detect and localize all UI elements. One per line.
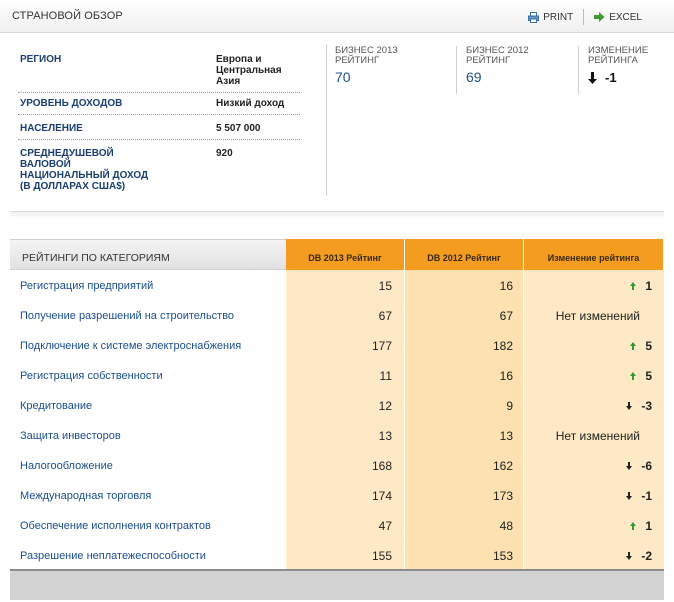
category-link[interactable]: Обеспечение исполнения контрактов: [20, 520, 211, 532]
table-row: [10, 540, 664, 570]
cell-db2012: 173: [405, 480, 524, 510]
change-value: -6: [641, 459, 652, 473]
profile-value: 5 507 000: [216, 123, 261, 134]
cell-db2012: 162: [405, 450, 524, 480]
stat-value: -1: [605, 70, 617, 85]
page-title: СТРАНОВОЙ ОБЗОР: [12, 10, 123, 22]
stat-value: 70: [335, 69, 351, 85]
table-footer: [10, 569, 664, 600]
cell-db2012: 153: [405, 540, 524, 570]
header-change[interactable]: Изменение рейтинга: [524, 239, 664, 270]
stat-rank-change: [588, 46, 668, 84]
cell-db2013: 13: [286, 420, 405, 450]
table-row: [10, 300, 664, 330]
cell-change: [524, 480, 664, 510]
table-row: [10, 390, 664, 420]
action-divider: [583, 9, 584, 25]
table-row: [10, 480, 664, 510]
profile-row-population: [18, 115, 300, 140]
change-value: -1: [641, 489, 652, 503]
arrow-down-icon: [626, 492, 632, 500]
table-row: [10, 330, 664, 360]
profile-value: Низкий доход: [216, 98, 285, 109]
change-value: 5: [645, 339, 652, 353]
stat-value: 69: [466, 69, 482, 85]
cell-db2012: 9: [405, 390, 524, 420]
change-value: Нет изменений: [555, 309, 640, 323]
cell-db2012: 16: [405, 270, 524, 300]
arrow-up-icon: [630, 282, 636, 290]
cell-db2013: 168: [286, 450, 405, 480]
profile-value: Европа и Центральная Азия: [216, 54, 282, 87]
change-value: 1: [645, 519, 652, 533]
cell-change: [524, 330, 664, 360]
arrow-down-icon: [626, 462, 632, 470]
profile-row-gni: [18, 140, 300, 197]
arrow-down-icon: [588, 72, 597, 84]
category-link[interactable]: Кредитование: [20, 400, 93, 412]
excel-button[interactable]: [594, 12, 642, 23]
profile-label: СРЕДНЕДУШЕВОЙ ВАЛОВОЙ НАЦИОНАЛЬНЫЙ ДОХОД (В ДОЛЛАРАХ США$): [20, 148, 149, 192]
table-header: [10, 239, 664, 270]
arrow-up-icon: [630, 342, 636, 350]
profile-row-region: [18, 52, 300, 93]
header-category: РЕЙТИНГИ ПО КАТЕГОРИЯМ: [10, 239, 286, 270]
stat-divider: [456, 46, 457, 94]
table-row: [10, 510, 664, 540]
profile-label: НАСЕЛЕНИЕ: [20, 123, 83, 134]
excel-label: EXCEL: [609, 11, 642, 23]
table-row: [10, 270, 664, 300]
header-db2013[interactable]: DB 2013 Рейтинг: [286, 239, 405, 270]
cell-change: [524, 540, 664, 570]
category-link[interactable]: Регистрация предприятий: [20, 280, 154, 292]
cell-change: [524, 450, 664, 480]
header-actions: [528, 9, 642, 25]
printer-icon: [528, 12, 539, 23]
stat-label: ИЗМЕНЕНИЕ РЕЙТИНГА: [588, 45, 649, 66]
change-value: 5: [645, 369, 652, 383]
table-body: [10, 270, 664, 570]
arrow-down-icon: [626, 552, 632, 560]
header-db2012[interactable]: DB 2012 Рейтинг: [405, 239, 524, 270]
stat-rank-2012: [466, 45, 576, 85]
cell-db2013: 155: [286, 540, 405, 570]
stat-label: БИЗНЕС 2013 РЕЙТИНГ: [335, 45, 398, 66]
change-value: -2: [641, 549, 652, 563]
cell-db2012: 16: [405, 360, 524, 390]
rankings-table: [10, 239, 664, 570]
arrow-up-icon: [630, 372, 636, 380]
cell-db2012: 13: [405, 420, 524, 450]
cell-db2013: 12: [286, 390, 405, 420]
cell-db2013: 15: [286, 270, 405, 300]
cell-change: [524, 420, 664, 450]
change-value: -3: [641, 399, 652, 413]
cell-db2012: 67: [405, 300, 524, 330]
table-row: [10, 450, 664, 480]
cell-change: [524, 360, 664, 390]
category-link[interactable]: Международная торговля: [20, 490, 152, 502]
stat-label: БИЗНЕС 2012 РЕЙТИНГ: [466, 45, 529, 66]
table-row: [10, 360, 664, 390]
cell-change: [524, 270, 664, 300]
stat-divider: [578, 46, 579, 94]
change-value: Нет изменений: [555, 429, 640, 443]
cell-db2012: 182: [405, 330, 524, 360]
category-link[interactable]: Подключение к системе электроснабжения: [20, 340, 242, 352]
category-link[interactable]: Защита инвесторов: [20, 430, 121, 442]
profile-label: УРОВЕНЬ ДОХОДОВ: [20, 98, 123, 109]
category-link[interactable]: Регистрация собственности: [20, 370, 163, 382]
country-profile: [18, 52, 300, 197]
stat-change: [588, 72, 668, 84]
cell-db2012: 48: [405, 510, 524, 540]
cell-change: [524, 390, 664, 420]
profile-row-income: [18, 93, 300, 115]
category-link[interactable]: Налогообложение: [20, 460, 113, 472]
category-link[interactable]: Разрешение неплатежеспособности: [20, 550, 206, 562]
cell-db2013: 174: [286, 480, 405, 510]
stat-rank-2013: [335, 45, 445, 85]
cell-db2013: 11: [286, 360, 405, 390]
arrow-up-icon: [630, 522, 636, 530]
profile-label: РЕГИОН: [20, 54, 62, 65]
change-value: 1: [645, 279, 652, 293]
section-separator: [10, 211, 664, 219]
profile-value: 920: [216, 148, 233, 159]
cell-db2013: 47: [286, 510, 405, 540]
arrow-down-icon: [626, 402, 632, 410]
section-divider: [326, 44, 327, 196]
cell-change: [524, 300, 664, 330]
print-label: PRINT: [543, 11, 574, 23]
export-arrow-icon: [594, 12, 605, 22]
cell-change: [524, 510, 664, 540]
print-button[interactable]: [528, 12, 573, 23]
cell-db2013: 67: [286, 300, 405, 330]
cell-db2013: 177: [286, 330, 405, 360]
category-link[interactable]: Получение разрешений на строительство: [20, 310, 235, 322]
header-bar: [0, 0, 674, 33]
table-row: [10, 420, 664, 450]
